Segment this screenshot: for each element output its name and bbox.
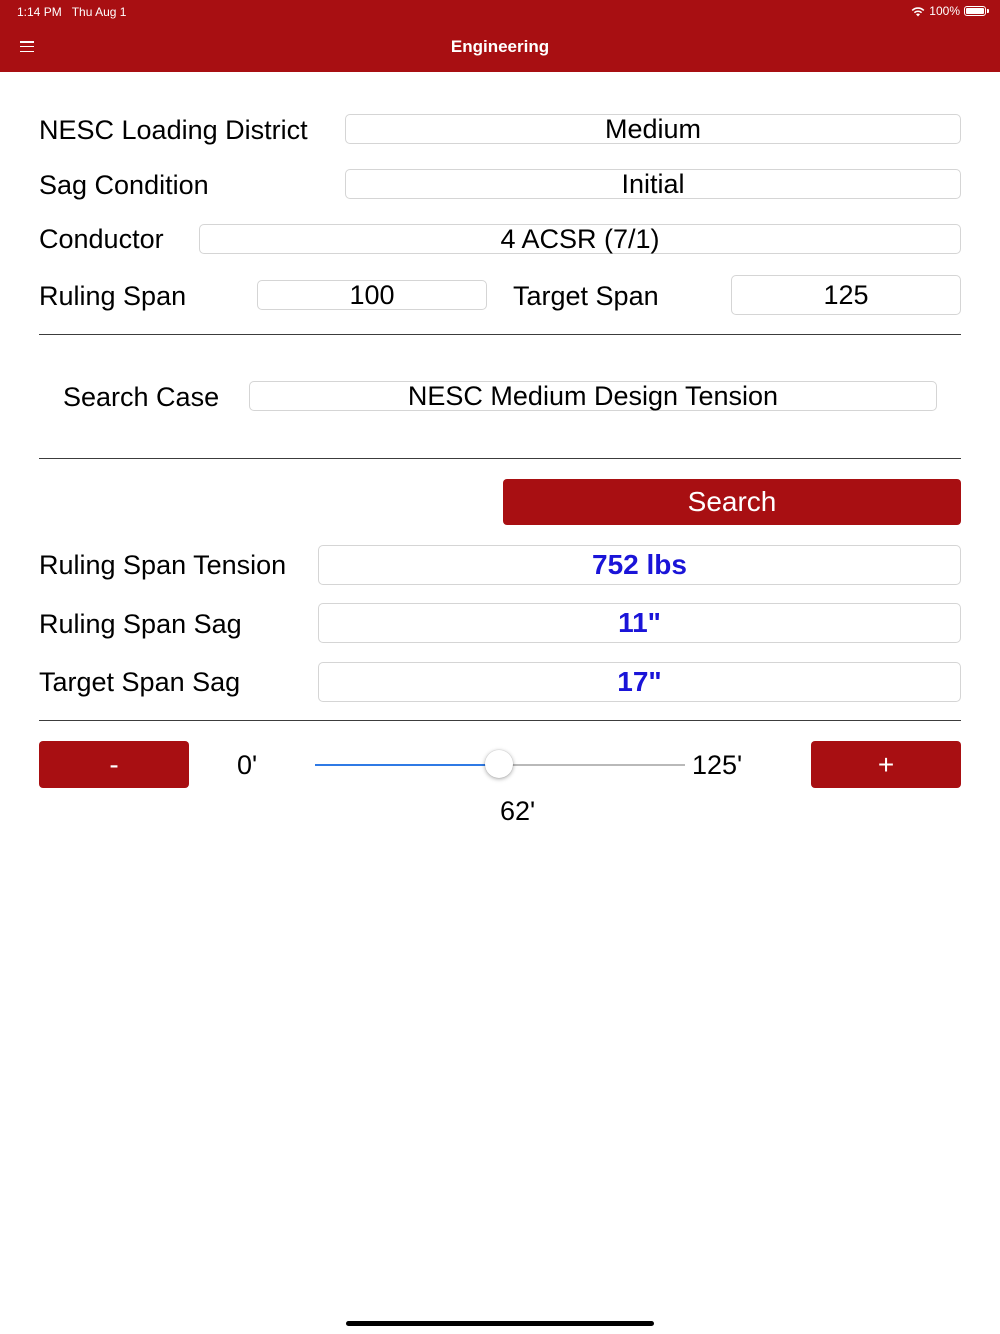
ruling-span-tension-value: 752 lbs: [318, 545, 961, 585]
target-span-sag-value: 17": [318, 662, 961, 702]
slider-track[interactable]: [499, 764, 685, 766]
wifi-icon: [911, 6, 925, 17]
target-span-label: Target Span: [513, 281, 659, 311]
conductor-label: Conductor: [39, 224, 164, 254]
divider: [39, 720, 961, 721]
conductor-select[interactable]: 4 ACSR (7/1): [199, 224, 961, 254]
battery-icon: [964, 6, 986, 16]
home-indicator[interactable]: [346, 1321, 654, 1326]
search-button[interactable]: Search: [503, 479, 961, 525]
slider-min-label: 0': [237, 750, 258, 780]
ruling-span-sag-label: Ruling Span Sag: [39, 609, 242, 639]
page-title: Engineering: [450, 37, 550, 56]
ruling-span-tension-label: Ruling Span Tension: [39, 550, 287, 580]
search-case-label: Search Case: [63, 382, 220, 412]
loading-district-select[interactable]: Medium: [345, 114, 961, 144]
target-span-input[interactable]: 125: [731, 275, 961, 315]
ruling-span-input[interactable]: 100: [257, 280, 487, 310]
ruling-span-sag-value: 11": [318, 603, 961, 643]
slider-max-label: 125': [692, 750, 743, 780]
ruling-span-label: Ruling Span: [39, 281, 187, 311]
status-indicators: [911, 4, 986, 18]
decrement-button[interactable]: -: [39, 741, 189, 788]
status-time: 1:14 PM Thu Aug 1: [17, 5, 127, 19]
sag-condition-select[interactable]: Initial: [345, 169, 961, 199]
sag-condition-label: Sag Condition: [39, 170, 209, 200]
increment-button[interactable]: +: [811, 741, 961, 788]
loading-district-label: NESC Loading District: [39, 115, 308, 145]
battery-percent: 100%: [929, 4, 960, 18]
slider-value-label: 62': [500, 796, 536, 826]
target-span-sag-label: Target Span Sag: [39, 667, 241, 697]
divider: [39, 334, 961, 335]
slider-track-filled[interactable]: [315, 764, 499, 766]
distance-slider-thumb[interactable]: [485, 750, 513, 778]
divider: [39, 458, 961, 459]
search-case-select[interactable]: NESC Medium Design Tension: [249, 381, 937, 411]
navigation-bar: [0, 0, 1000, 72]
